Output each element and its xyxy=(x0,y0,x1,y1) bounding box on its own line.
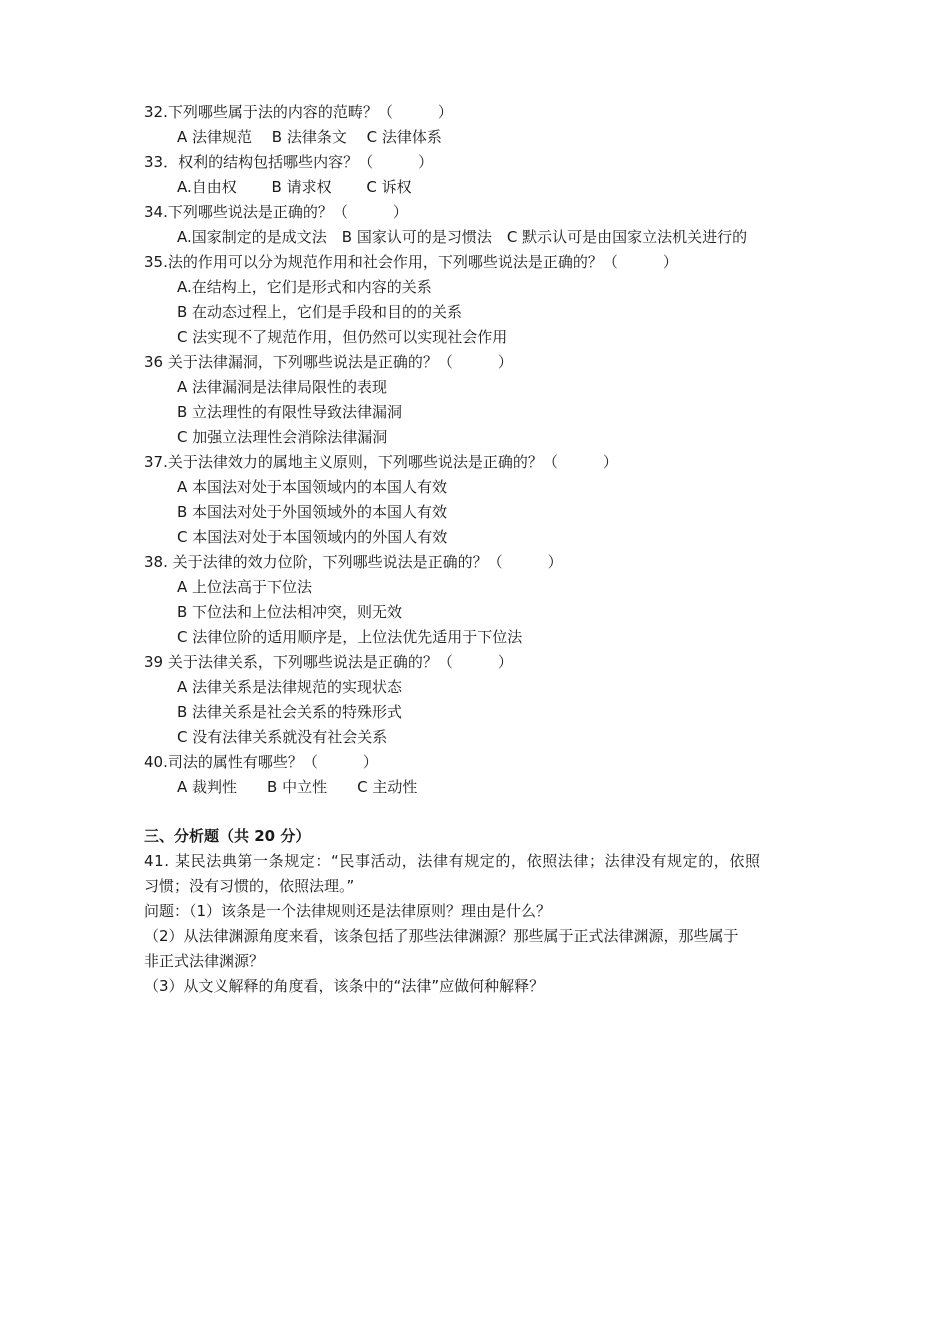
question-39-option-a: A 法律关系是法律规范的实现状态 xyxy=(177,678,403,696)
question-35-option-a: A.在结构上，它们是形式和内容的关系 xyxy=(177,278,432,296)
question-40-options: A 裁判性 B 中立性 C 主动性 xyxy=(177,778,418,796)
question-32-options: A 法律规范 B 法律条文 C 法律体系 xyxy=(177,128,442,146)
question-41-ask-1: 问题：（1）该条是一个法律规则还是法律原则？理由是什么？ xyxy=(144,902,552,920)
question-35-option-b: B 在动态过程上，它们是手段和目的的关系 xyxy=(177,303,463,321)
question-40-stem: 40.司法的属性有哪些？（ ） xyxy=(144,753,378,771)
question-39-stem: 39 关于法律关系，下列哪些说法是正确的？（ ） xyxy=(144,653,513,671)
question-36-option-a: A 法律漏洞是法律局限性的表现 xyxy=(177,378,388,396)
question-38-option-a: A 上位法高于下位法 xyxy=(177,578,313,596)
question-37-option-c: C 本国法对处于本国领域内的外国人有效 xyxy=(177,528,448,546)
question-34-stem: 34.下列哪些说法是正确的？（ ） xyxy=(144,203,408,221)
question-41-line-2: 习惯；没有习惯的，依照法理。” xyxy=(144,877,355,895)
question-38-stem: 38. 关于法律的效力位阶，下列哪些说法是正确的？（ ） xyxy=(144,553,563,571)
question-34-options: A.国家制定的是成文法 B 国家认可的是习惯法 C 默示认可是由国家立法机关进行的 xyxy=(177,228,748,246)
question-41-ask-2-line-1: （2）从法律渊源角度来看，该条包括了那些法律渊源？那些属于正式法律渊源，那些属于 xyxy=(144,927,739,945)
question-36-option-b: B 立法理性的有限性导致法律漏洞 xyxy=(177,403,403,421)
question-41-ask-3: （3）从文义解释的角度看，该条中的“法律”应做何种解释？ xyxy=(144,977,545,995)
question-38-option-b: B 下位法和上位法相冲突，则无效 xyxy=(177,603,403,621)
question-35-option-c: C 法实现不了规范作用，但仍然可以实现社会作用 xyxy=(177,328,508,346)
question-38-option-c: C 法律位阶的适用顺序是，上位法优先适用于下位法 xyxy=(177,628,523,646)
question-41-line-1: 41. 某民法典第一条规定：“民事活动，法律有规定的，依照法律；法律没有规定的，依照 xyxy=(144,852,761,870)
question-33-stem: 33．权利的结构包括哪些内容？（ ） xyxy=(144,153,434,171)
question-35-stem: 35.法的作用可以分为规范作用和社会作用，下列哪些说法是正确的？（ ） xyxy=(144,253,678,271)
question-37-option-b: B 本国法对处于外国领域外的本国人有效 xyxy=(177,503,448,521)
question-41-ask-2-line-2: 非正式法律渊源？ xyxy=(144,952,265,970)
question-32-stem: 32.下列哪些属于法的内容的范畴？（ ） xyxy=(144,103,453,121)
question-36-stem: 36 关于法律漏洞，下列哪些说法是正确的？（ ） xyxy=(144,353,513,371)
question-33-options: A.自由权 B 请求权 C 诉权 xyxy=(177,178,412,196)
question-37-option-a: A 本国法对处于本国领域内的本国人有效 xyxy=(177,478,448,496)
question-39-option-c: C 没有法律关系就没有社会关系 xyxy=(177,728,388,746)
question-39-option-b: B 法律关系是社会关系的特殊形式 xyxy=(177,703,403,721)
question-36-option-c: C 加强立法理性会消除法律漏洞 xyxy=(177,428,388,446)
question-37-stem: 37.关于法律效力的属地主义原则，下列哪些说法是正确的？（ ） xyxy=(144,453,618,471)
section-3-heading: 三、分析题（共 20 分） xyxy=(144,827,311,845)
